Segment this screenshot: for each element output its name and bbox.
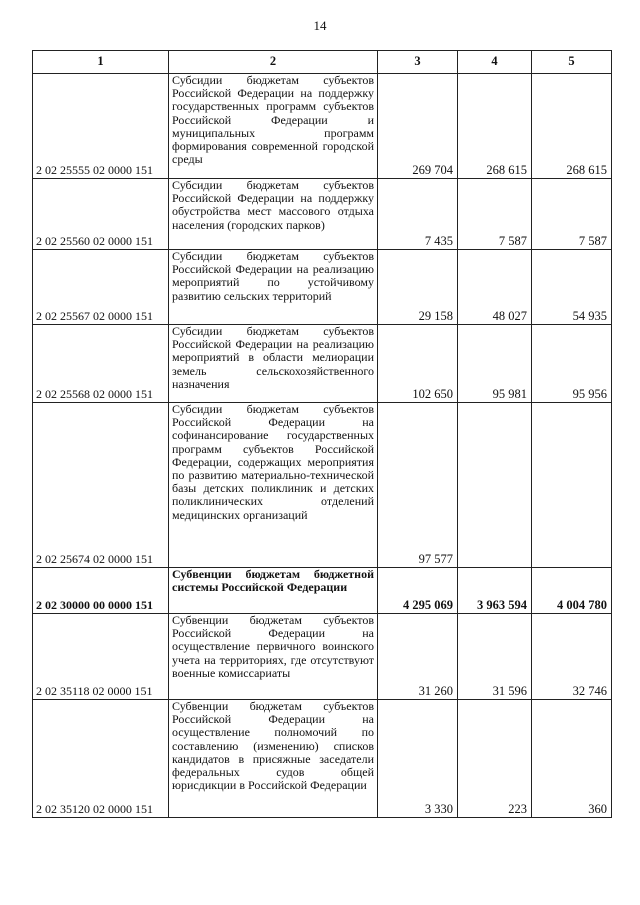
budget-table (32, 50, 612, 818)
value-col-4: 95 981 (458, 325, 532, 403)
header-col-4: 4 (458, 51, 532, 74)
table-row (33, 74, 612, 179)
budget-item-name: Субсидии бюджетам субъектов Российской Федерации на поддержку государственных программ субъектов Российской Федерации и муниципальных программ формирования современной городской среды (169, 74, 378, 179)
value-col-5: 95 956 (532, 325, 612, 403)
value-col-3: 4 295 069 (378, 568, 458, 614)
table-row (33, 250, 612, 325)
value-col-5: 4 004 780 (532, 568, 612, 614)
budget-item-name: Субвенции бюджетам субъектов Российской Федерации на осуществление полномочий по составлению (изменению) списков кандидатов в присяжные заседатели федеральных судов общей юрисдикции в Российской Федерации (169, 700, 378, 818)
value-col-3: 97 577 (378, 403, 458, 568)
value-col-3: 31 260 (378, 614, 458, 700)
budget-code: 2 02 35120 02 0000 151 (33, 700, 169, 818)
value-col-3: 3 330 (378, 700, 458, 818)
page-number: 14 (313, 18, 327, 33)
table-row (33, 403, 612, 568)
value-col-3: 29 158 (378, 250, 458, 325)
budget-code: 2 02 25674 02 0000 151 (33, 403, 169, 568)
value-col-4 (458, 403, 532, 568)
value-col-5: 54 935 (532, 250, 612, 325)
header-col-1: 1 (33, 51, 169, 74)
budget-code: 2 02 25567 02 0000 151 (33, 250, 169, 325)
value-col-5: 32 746 (532, 614, 612, 700)
budget-item-name: Субсидии бюджетам субъектов Российской Федерации на реализацию мероприятий по устойчивому развитию сельских территорий (169, 250, 378, 325)
value-col-3: 269 704 (378, 74, 458, 179)
table-row (33, 568, 612, 614)
header-col-5: 5 (532, 51, 612, 74)
value-col-5: 7 587 (532, 179, 612, 250)
value-col-5 (532, 403, 612, 568)
budget-item-name: Субсидии бюджетам субъектов Российской Федерации на реализацию мероприятий в области мелиорации земель сельскохозяйственного назначения (169, 325, 378, 403)
value-col-3: 102 650 (378, 325, 458, 403)
value-col-5: 360 (532, 700, 612, 818)
budget-code: 2 02 25555 02 0000 151 (33, 74, 169, 179)
budget-code: 2 02 30000 00 0000 151 (33, 568, 169, 614)
budget-code: 2 02 25560 02 0000 151 (33, 179, 169, 250)
budget-item-name: Субвенции бюджетам субъектов Российской Федерации на осуществление первичного воинского учета на территориях, где отсутствуют военные комиссариаты (169, 614, 378, 700)
table-row (33, 179, 612, 250)
budget-code: 2 02 25568 02 0000 151 (33, 325, 169, 403)
header-col-3: 3 (378, 51, 458, 74)
table-row (33, 614, 612, 700)
value-col-4: 31 596 (458, 614, 532, 700)
budget-code: 2 02 35118 02 0000 151 (33, 614, 169, 700)
value-col-4: 3 963 594 (458, 568, 532, 614)
value-col-4: 223 (458, 700, 532, 818)
table-row (33, 700, 612, 818)
value-col-4: 268 615 (458, 74, 532, 179)
table-row (33, 325, 612, 403)
budget-item-name: Субвенции бюджетам бюджетной системы Российской Федерации (169, 568, 378, 614)
budget-item-name: Субсидии бюджетам субъектов Российской Федерации на софинансирование государственных программ субъектов Российской Федерации, содержащих мероприятия по развитию материально-технической базы детских поликлиник и детских поликлинических отделений медицинских организаций (169, 403, 378, 568)
value-col-4: 48 027 (458, 250, 532, 325)
value-col-4: 7 587 (458, 179, 532, 250)
budget-item-name: Субсидии бюджетам субъектов Российской Федерации на поддержку обустройства мест массового отдыха населения (городских парков) (169, 179, 378, 250)
header-row (33, 51, 612, 74)
header-col-2: 2 (169, 51, 378, 74)
value-col-5: 268 615 (532, 74, 612, 179)
value-col-3: 7 435 (378, 179, 458, 250)
